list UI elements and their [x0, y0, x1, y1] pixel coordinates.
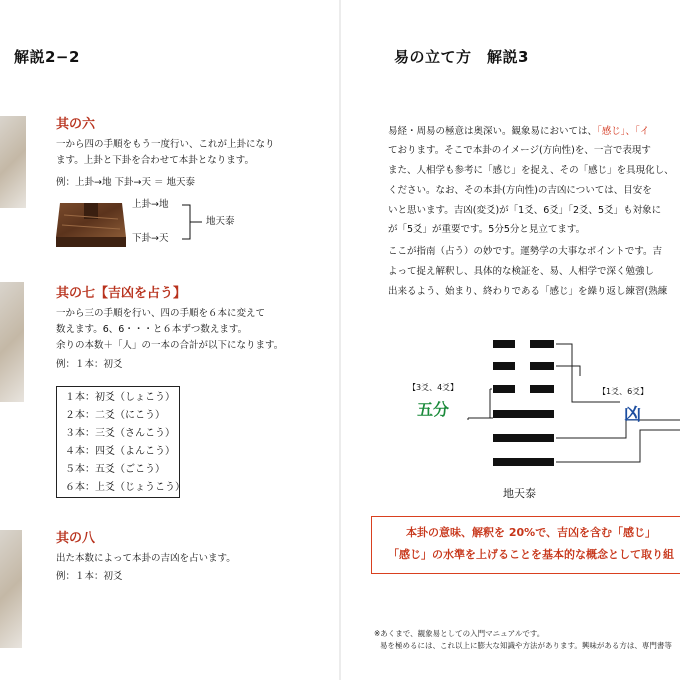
section-6-line-2: ます。上卦と下卦を合わせて本卦となります。	[56, 155, 254, 166]
section-7-heading: 其の七【吉凶を占う】	[56, 286, 187, 301]
paragraph-line-3: また、人相学も参考に「感じ」を捉え、その「感じ」を具現化し、	[388, 165, 674, 176]
line-count-table	[56, 386, 185, 498]
section-7-line-3: 余りの本数＋「人」の一本の合計が以下になります。	[56, 340, 284, 351]
paragraph-line-6: が「5爻」が重要です。5分5分と見立てます。	[388, 224, 586, 235]
photo-divination-sticks-3	[0, 530, 22, 648]
footnote-line-1: ※あくまで、観象易としての入門マニュアルです。	[374, 629, 545, 638]
paragraph-line-1	[388, 124, 649, 140]
section-8-line-1: 出た本数によって本卦の吉凶を占います。	[56, 553, 236, 564]
paragraph-line-2: ております。そこで本卦のイメージ(方向性)を、一言で表現す	[388, 145, 651, 156]
right-page-title: 易の立て方 解説3	[394, 48, 529, 66]
right-bracket-label: 【1爻、6爻】	[598, 387, 649, 396]
summary-box	[371, 516, 680, 574]
section-6-line-1: 一から四の手順をもう一度行い、これが上卦になり	[56, 139, 275, 150]
section-6-example: 例：上卦→地 下卦→天 ＝ 地天泰	[56, 177, 195, 188]
left-bracket-label: 【3爻、4爻】	[408, 383, 459, 392]
connector-lines	[440, 330, 680, 480]
section-7-example: 例：１本：初爻	[56, 359, 123, 370]
table-row: ２本：二爻（にこう）	[65, 410, 165, 421]
table-row: ５本：五爻（ごこう）	[65, 464, 165, 475]
wooden-block-image	[56, 197, 126, 249]
summary-line-1: 本卦の意味、解釈を 20%で、吉凶を含む「感じ」	[406, 526, 656, 539]
left-value-five-parts: 五分	[417, 400, 450, 419]
paragraph-line-1-highlight: 「感じ」、「イ	[597, 126, 650, 137]
table-row: １本：初爻（しょこう）	[65, 392, 175, 403]
section-6-heading: 其の六	[56, 117, 96, 132]
page-gutter	[339, 0, 341, 680]
hexagram-name-label: 地天泰	[503, 487, 536, 500]
paragraph-line-7: ここが指南（占う）の妙です。運勢学の大事なポイントです。吉	[388, 246, 662, 257]
upper-trigram-label: 上卦→地	[132, 199, 169, 210]
paragraph-line-8: よって捉え解釈し、具体的な検証を、易、人相学で深く勉強し	[388, 266, 655, 277]
table-row: ６本：上爻（じょうこう）	[65, 482, 185, 493]
lower-trigram-label: 下卦→天	[132, 233, 169, 244]
section-7-line-2: 数えます。6、6・・・と６本ずつ数えます。	[56, 324, 248, 335]
table-row: ３本：三爻（さんこう）	[65, 428, 175, 439]
left-page-title: 解説2−2	[14, 48, 80, 66]
paragraph-line-4: ください。なお、その本卦(方向性)の吉凶については、目安を	[388, 185, 652, 196]
footnote-line-2: 易を極めるには、これ以上に膨大な知識や方法があります。興味がある方は、専門書等	[380, 641, 672, 650]
trigram-bracket	[180, 202, 206, 242]
summary-line-2: 「感じ」の水準を上げることを基本的な概念として取り組	[388, 548, 674, 561]
section-8-example: 例：１本：初爻	[56, 571, 123, 582]
photo-divination-sticks-1	[0, 116, 26, 208]
table-row: ４本：四爻（よんこう）	[65, 446, 175, 457]
section-7-line-1: 一から三の手順を行い、四の手順を６本に変えて	[56, 308, 266, 319]
paragraph-line-9: 出来るよう、始まり、終わりである「感じ」を繰り返し練習(熟練	[388, 286, 668, 297]
paragraph-line-5: いと思います。吉凶(変爻)が「1爻、6爻」「2爻、5爻」も対象に	[388, 205, 662, 216]
section-8-heading: 其の八	[56, 531, 96, 546]
photo-divination-sticks-2	[0, 282, 24, 402]
paragraph-line-1-text: 易経・周易の極意は奥深い。観象易においては、	[388, 126, 598, 137]
hexagram-result-label: 地天泰	[206, 216, 235, 227]
right-value-inauspicious: 凶	[624, 405, 641, 425]
